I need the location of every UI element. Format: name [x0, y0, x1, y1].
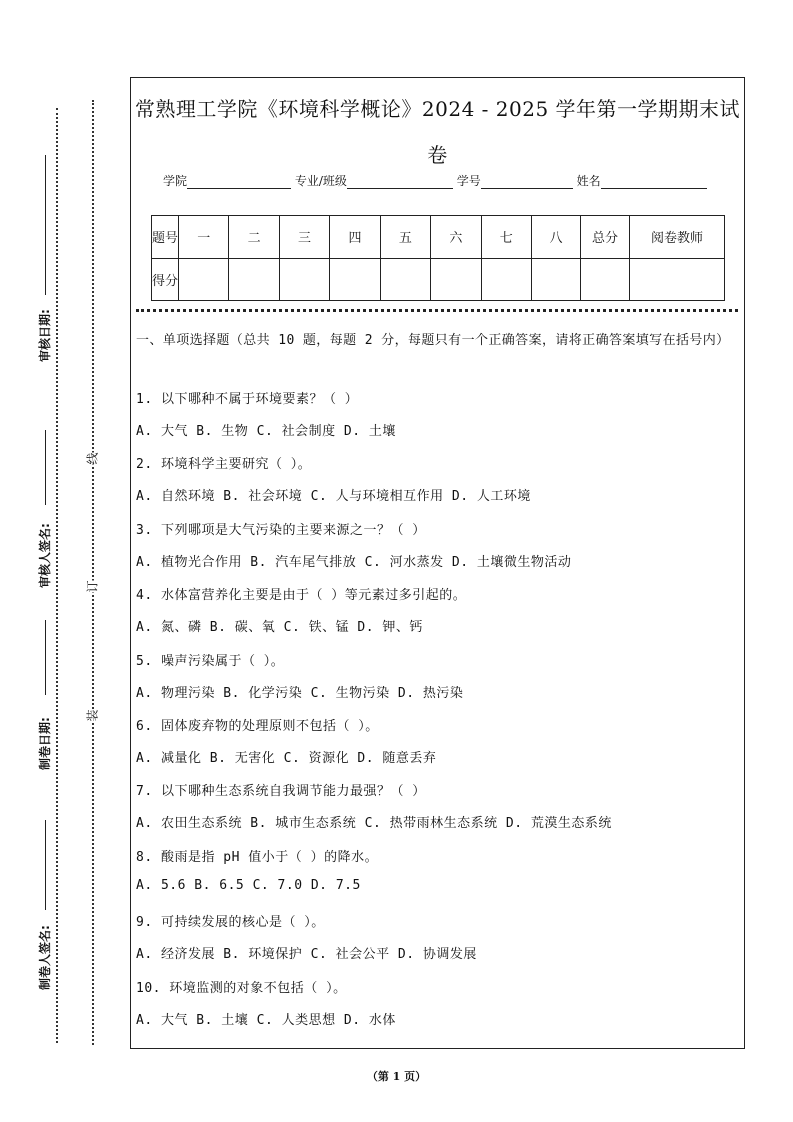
score-cell[interactable]	[581, 258, 630, 301]
binding-mark-zhuang: 装	[85, 709, 100, 722]
exam-title: 常熟理工学院《环境科学概论》2024 - 2025 学年第一学期期末试卷	[134, 97, 741, 167]
question-text: 8. 酸雨是指 pH 值小于（ ）的降水。	[136, 849, 379, 865]
score-header-cell: 三	[279, 216, 329, 259]
make-date-line	[45, 620, 46, 695]
score-value-row	[152, 258, 725, 301]
score-cell[interactable]	[279, 258, 329, 301]
question-options: A. 减量化 B. 无害化 C. 资源化 D. 随意丢弃	[136, 751, 437, 766]
question-options: A. 农田生态系统 B. 城市生态系统 C. 热带雨林生态系统 D. 荒漠生态系统	[136, 816, 612, 832]
name-label: 姓名	[576, 174, 601, 188]
binding-mark-ding: 订	[85, 580, 100, 593]
score-header-row	[152, 216, 725, 259]
review-date-line	[45, 155, 46, 295]
score-cell[interactable]	[630, 258, 725, 301]
question-options: A. 自然环境 B. 社会环境 C. 人与环境相互作用 D. 人工环境	[136, 489, 531, 505]
score-header-cell: 一	[179, 216, 229, 259]
score-header-cell: 六	[431, 216, 481, 259]
question-text: 5. 噪声污染属于（ ）。	[136, 653, 285, 669]
binding-dotted-line-left	[56, 108, 58, 1043]
page-footer: （第 1 页）	[366, 1070, 427, 1083]
make-date-label: 制卷日期:	[38, 717, 52, 770]
score-cell[interactable]	[380, 258, 430, 301]
score-cell[interactable]	[330, 258, 380, 301]
divider-dotted	[136, 309, 738, 312]
score-header-cell: 二	[229, 216, 279, 259]
question-text: 2. 环境科学主要研究（ ）。	[136, 457, 312, 473]
maker-sign-line	[45, 820, 46, 910]
question-text: 3. 下列哪项是大气污染的主要来源之一？（ ）	[136, 522, 426, 538]
question-text: 1. 以下哪种不属于环境要素？（ ）	[136, 392, 359, 407]
question-options: A. 经济发展 B. 环境保护 C. 社会公平 D. 协调发展	[136, 947, 477, 963]
question-text: 10. 环境监测的对象不包括（ ）。	[136, 980, 347, 996]
question-text: 7. 以下哪种生态系统自我调节能力最强？（ ）	[136, 784, 426, 800]
score-header-cell: 四	[330, 216, 380, 259]
score-header-cell: 阅卷教师	[630, 216, 725, 259]
score-cell[interactable]	[532, 258, 581, 301]
question-text: 4. 水体富营养化主要是由于（ ）等元素过多引起的。	[136, 588, 467, 604]
question-options: A. 大气 B. 土壤 C. 人类思想 D. 水体	[136, 1012, 396, 1028]
name-blank[interactable]	[601, 174, 707, 189]
score-header-cell: 总分	[581, 216, 630, 259]
section1-heading: 一、单项选择题（总共 10 题，每题 2 分，每题只有一个正确答案，请将正确答案填写在括号内）	[136, 333, 730, 348]
student-info-line	[163, 172, 707, 189]
reviewer-sign-label: 审核人签名:	[38, 523, 52, 588]
student-id-blank[interactable]	[481, 174, 573, 189]
major-blank[interactable]	[347, 174, 453, 189]
score-table	[151, 215, 725, 301]
score-cell[interactable]	[431, 258, 481, 301]
score-header-cell: 五	[380, 216, 430, 259]
score-cell[interactable]	[481, 258, 531, 301]
reviewer-sign-line	[45, 430, 46, 505]
maker-sign-label: 制卷人签名:	[38, 925, 52, 990]
binding-mark-line: 线	[85, 452, 100, 465]
score-cell[interactable]	[179, 258, 229, 301]
question-options: A. 植物光合作用 B. 汽车尾气排放 C. 河水蒸发 D. 土壤微生物活动	[136, 554, 572, 570]
score-cell[interactable]	[229, 258, 279, 301]
student-id-label: 学号	[456, 174, 481, 188]
score-row-label: 得分	[152, 258, 179, 301]
college-label: 学院	[163, 174, 188, 188]
major-label: 专业/班级	[294, 174, 347, 188]
score-header-cell: 八	[532, 216, 581, 259]
score-header-cell: 题号	[152, 216, 179, 259]
question-options: A. 物理污染 B. 化学污染 C. 生物污染 D. 热污染	[136, 685, 464, 701]
question-options: A. 大气 B. 生物 C. 社会制度 D. 土壤	[136, 424, 396, 439]
question-text: 6. 固体废弃物的处理原则不包括（ ）。	[136, 719, 379, 734]
college-blank[interactable]	[187, 174, 291, 189]
question-options: A. 5.6 B. 6.5 C. 7.0 D. 7.5	[136, 877, 361, 893]
question-text: 9. 可持续发展的核心是（ ）。	[136, 915, 325, 931]
question-options: A. 氮、磷 B. 碳、氧 C. 铁、锰 D. 钾、钙	[136, 620, 423, 636]
review-date-label: 审核日期:	[38, 309, 52, 362]
score-header-cell: 七	[481, 216, 531, 259]
binding-dotted-line-right	[92, 100, 94, 1045]
